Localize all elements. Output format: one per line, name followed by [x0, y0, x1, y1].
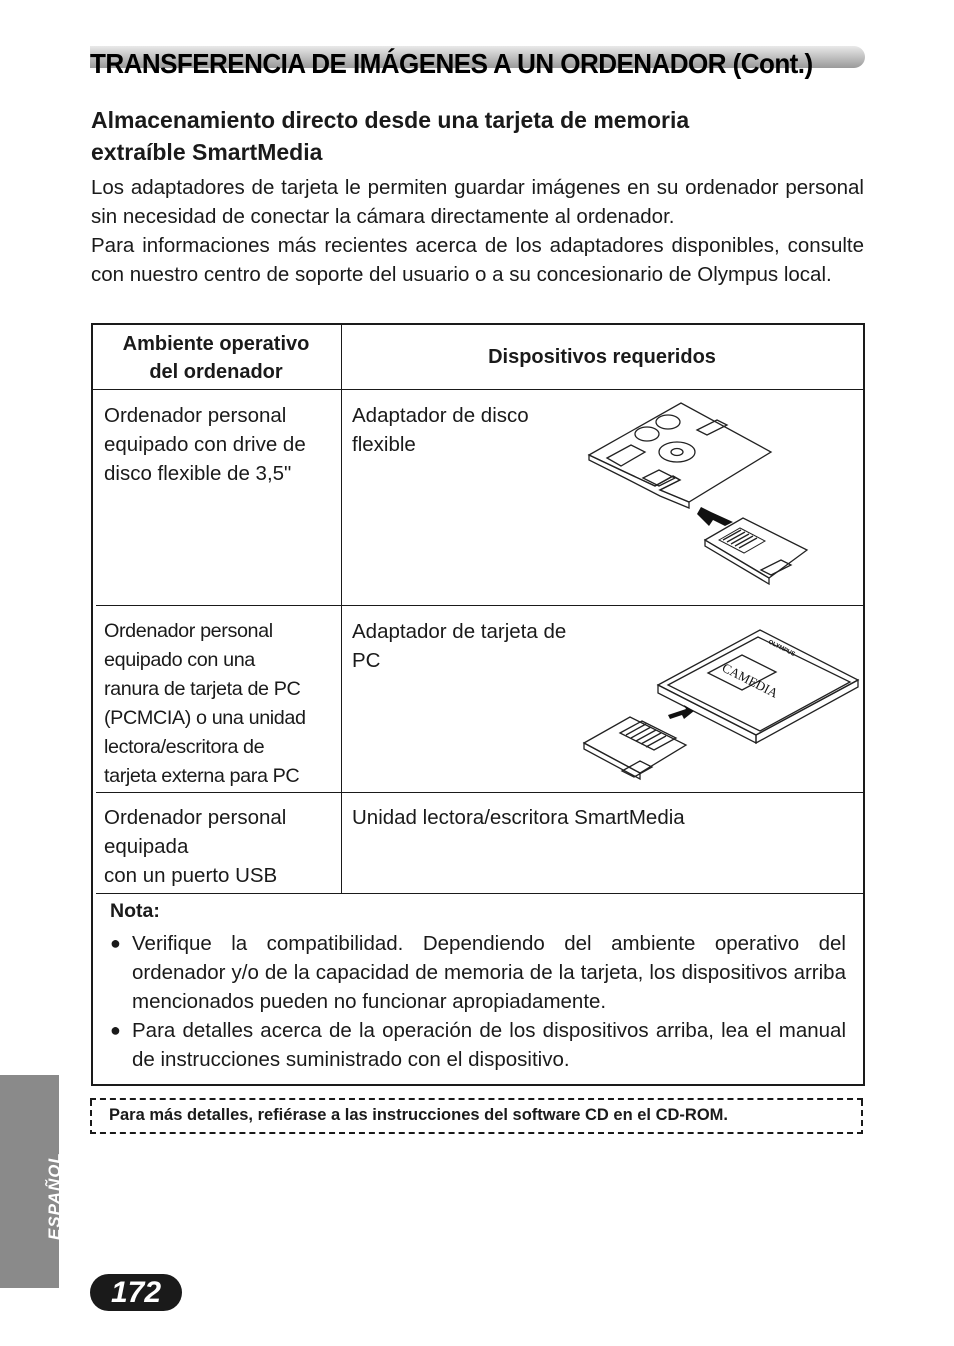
contact-lines — [626, 724, 666, 747]
insert-arrow-icon — [697, 507, 733, 526]
card-label — [622, 761, 652, 777]
smartmedia-card-edge — [705, 540, 769, 584]
camedia-logo: CAMEDIA — [719, 659, 781, 701]
table-cell-text: equipada — [104, 835, 189, 858]
dashed-edge-right — [861, 1100, 863, 1132]
table-cell-text: Adaptador de disco — [352, 404, 529, 427]
write-protect-window — [697, 420, 727, 435]
language-label: ESPAÑOL — [45, 1152, 64, 1240]
section-heading-line1: Almacenamiento directo desde una tarjeta de memoria — [91, 107, 690, 133]
intro-paragraph-2: Para informaciones más recientes acerca de los adaptadores disponibles, consulte con nuestro centro de soporte del usuario o a su concesionario de Olympus local. — [91, 234, 864, 286]
section-heading-line2: extraíble SmartMedia — [91, 139, 323, 165]
table-cell-text: lectora/escritora de — [104, 736, 265, 758]
floppy-shutter — [635, 427, 659, 441]
floppy-adapter-illustration — [585, 400, 815, 590]
table-cell-text: flexible — [352, 433, 416, 456]
table-column-divider — [341, 324, 342, 893]
table-row-divider — [96, 893, 863, 894]
table-row-divider — [96, 605, 863, 606]
floppy-shutter-2 — [656, 415, 680, 429]
floppy-adapter-edge — [589, 455, 689, 508]
table-cell-text: ranura de tarjeta de PC — [104, 678, 301, 700]
column-header-environment-line2: del ordenador — [149, 361, 283, 383]
table-cell-text: Adaptador de tarjeta de — [352, 620, 567, 643]
intro-paragraph-1: Los adaptadores de tarjeta le permiten guardar imágenes en su ordenador personal sin necesidad de conectar la cámara directamente al ordenador. — [91, 176, 864, 228]
column-header-environment — [96, 330, 336, 386]
note-bullet-text: Verifique la compatibilidad. Dependiendo del ambiente operativo del ordenador y/o de la capacidad de memoria de la tarjeta, los dispositivos arriba mencionados pueden no funcionar apropiadamente. — [132, 932, 846, 1013]
floppy-hub-center — [671, 449, 683, 456]
section-heading — [91, 104, 866, 168]
table-row-2-device — [352, 617, 602, 675]
olympus-brand: OLYMPUS — [767, 639, 796, 659]
column-header-devices: Dispositivos requeridos — [488, 346, 716, 368]
table-cell-text: tarjeta externa para PC — [104, 765, 300, 787]
bullet-icon: ● — [110, 933, 121, 953]
table-cell-text: disco flexible de 3,5" — [104, 462, 292, 485]
table-header-divider — [93, 389, 863, 390]
smartmedia-card-edge — [584, 743, 640, 779]
column-header-environment-line1: Ambiente operativo — [122, 333, 310, 355]
card-label — [761, 560, 791, 575]
table-cell-text: PC — [352, 649, 381, 672]
note-bullet-2 — [110, 1016, 846, 1074]
floppy-hub — [659, 442, 695, 462]
page-title: TRANSFERENCIA DE IMÁGENES A UN ORDENADOR (Cont.) — [90, 48, 813, 79]
footer-note-box — [90, 1098, 863, 1134]
note-bullet-text: Para detalles acerca de la operación de los dispositivos arriba, lea el manual de instrucciones suministrado con el dispositivo. — [132, 1019, 846, 1071]
note-label: Nota: — [110, 900, 160, 922]
table-cell-text: Ordenador personal — [104, 620, 273, 642]
card-contacts — [719, 528, 765, 553]
table-row-3-environment — [104, 803, 336, 890]
pc-card-adapter-illustration — [580, 625, 865, 785]
insert-arrow-icon — [668, 705, 694, 719]
contact-lines — [723, 530, 757, 548]
table-cell-text: (PCMCIA) o una unidad — [104, 707, 306, 729]
table-cell-text: Ordenador personal — [104, 404, 287, 427]
table-row-3-device — [352, 803, 852, 832]
title-banner — [90, 44, 865, 80]
page-number: 172 — [90, 1274, 182, 1311]
table-row-1-device — [352, 401, 572, 459]
dashed-edge-left — [90, 1100, 92, 1132]
table-row-2-environment — [104, 617, 340, 791]
bullet-icon: ● — [110, 1020, 121, 1040]
table-cell-text: equipado con una — [104, 649, 255, 671]
table-cell-text: Unidad lectora/escritora SmartMedia — [352, 806, 685, 829]
table-row-divider — [96, 792, 863, 793]
table-cell-text: equipado con drive de — [104, 433, 306, 456]
smartmedia-card — [705, 518, 807, 578]
table-cell-text: Ordenador personal — [104, 806, 287, 829]
table-row-1-environment — [104, 401, 336, 488]
floppy-label-area — [607, 445, 645, 466]
footer-note-text: Para más detalles, refiérase a las instrucciones del software CD en el CD-ROM. — [109, 1106, 728, 1124]
note-bullet-1 — [110, 929, 846, 1016]
intro-text — [91, 173, 864, 289]
table-cell-text: con un puerto USB — [104, 864, 278, 887]
